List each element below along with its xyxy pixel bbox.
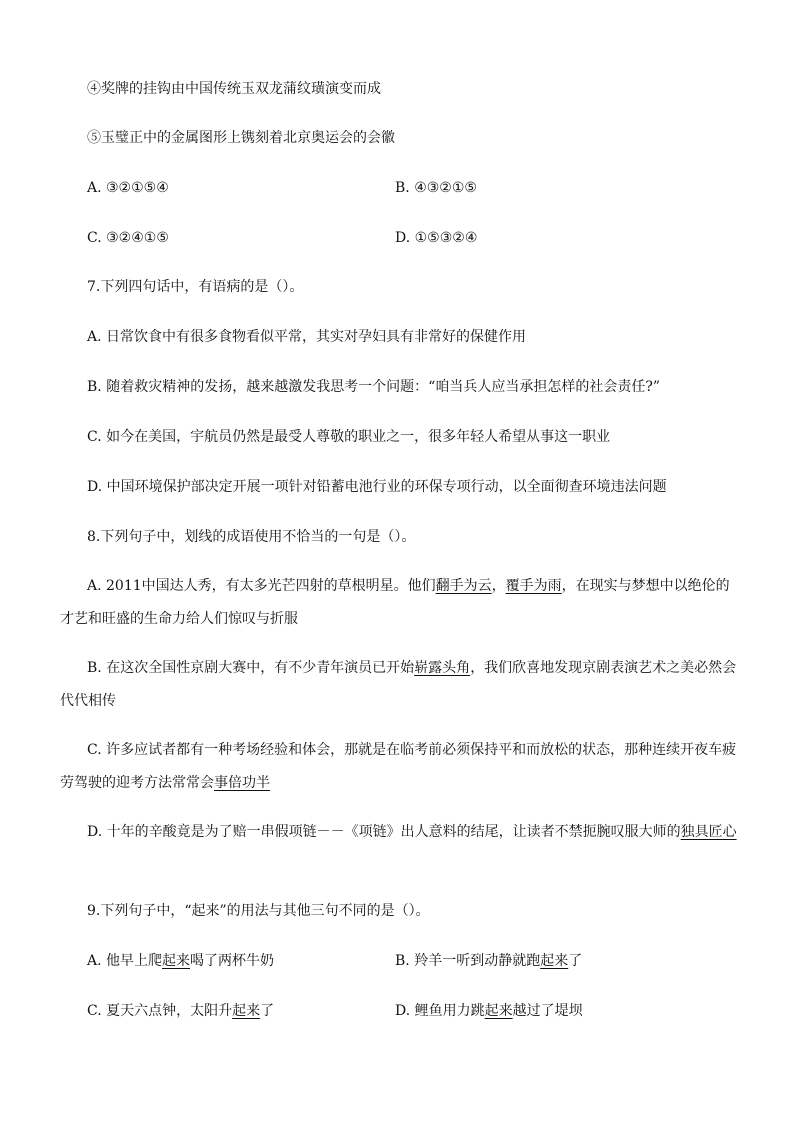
q9-option-a-underlined: 起来 (162, 953, 191, 969)
q9-option-a (87, 951, 274, 971)
q7-option-b: B. 随着救灾精神的发扬，越来越激发我思考一个问题：“咱当兵人应当承担怎样的社会责任?” (87, 379, 661, 395)
q9-option-a-tail: 喝了两杯牛奶 (190, 953, 275, 969)
q9-option-a-text: A. 他早上爬 (87, 953, 163, 969)
q7-option-c: C. 如今在美国，宇航员仍然是最受人尊敬的职业之一，很多年轻人希望从事这一职业 (87, 429, 611, 445)
q6-statement-5: ⑤玉璧正中的金属图形上镌刻着北京奥运会的会徽 (87, 130, 395, 146)
q9-option-d (395, 1001, 583, 1021)
q6-option-c: C. ③②④①⑤ (87, 230, 169, 246)
q8-stem: 8.下列句子中，划线的成语使用不恰当的一句是（）。 (87, 529, 416, 545)
q9-option-c-tail: 了 (260, 1003, 275, 1019)
q7-option-a: A. 日常饮食中有很多食物看似平常，其实对孕妇具有非常好的保健作用 (87, 329, 527, 345)
q9-option-c-underlined: 起来 (232, 1003, 261, 1019)
q8-option-a-text: A. 2011中国达人秀，有太多光芒四射的草根明星。他们 (87, 578, 436, 594)
q7-option-d: D. 中国环境保护部决定开展一项针对铅蓄电池行业的环保专项行动，以全面彻查环境违法问题 (87, 479, 667, 495)
q8-option-b-tail: ，我们欣喜地发现京剧表演艺术之美必然会代代相传 (60, 660, 737, 709)
q8-option-d (60, 816, 740, 849)
q6-option-d: D. ①⑤③②④ (395, 230, 478, 246)
q6-statement-4: ④奖牌的挂钩由中国传统玉双龙蒲纹璜演变而成 (87, 81, 381, 97)
q8-option-a-comma: ， (491, 578, 506, 594)
q8-option-b (60, 652, 740, 718)
q9-option-c-text: C. 夏天六点钟，太阳升 (87, 1003, 233, 1019)
q8-option-d-text: D. 十年的辛酸竟是为了赔一串假项链－－《项链》出人意料的结尾，让读者不禁扼腕叹服大师的 (87, 824, 681, 840)
q8-option-a (60, 570, 740, 636)
q9-option-d-text: D. 鲤鱼用力跳 (395, 1003, 485, 1019)
q7-stem: 7.下列四句话中，有语病的是（）。 (87, 279, 304, 295)
q9-option-d-tail: 越过了堤坝 (512, 1003, 583, 1019)
q8-option-c-text: C. 许多应试者都有一种考场经验和体会，那就是在临考前必须保持平和而放松的状态，那种连续开夜车疲劳驾驶的迎考方法常常会 (60, 742, 737, 791)
q8-option-a-underlined-2: 覆手为雨 (505, 578, 562, 594)
q8-option-a-tail: ，在现实与梦想中以绝伦的才艺和旺盛的生命力给人们惊叹与折服 (60, 578, 730, 627)
q8-option-c-underlined: 事倍功半 (214, 775, 270, 791)
q9-option-b-underlined: 起来 (540, 953, 569, 969)
q8-option-d-underlined: 独具匠心 (680, 824, 737, 840)
q6-option-b: B. ④③②①⑤ (395, 180, 477, 196)
q9-option-c (87, 1001, 274, 1021)
q9-option-b (395, 951, 582, 971)
q8-option-b-text: B. 在这次全国性京剧大赛中，有不少青年演员已开始 (87, 660, 415, 676)
q9-option-d-underlined: 起来 (484, 1003, 513, 1019)
q8-option-a-underlined-1: 翻手为云 (435, 578, 492, 594)
q9-option-b-tail: 了 (568, 953, 583, 969)
q6-option-a: A. ③②①⑤④ (87, 180, 169, 196)
q8-option-b-underlined: 崭露头角 (414, 660, 471, 676)
q9-stem: 9.下列句子中，“起来”的用法与其他三句不同的是（）。 (87, 903, 430, 919)
q8-option-c (60, 734, 740, 800)
q9-option-b-text: B. 羚羊一听到动静就跑 (395, 953, 541, 969)
